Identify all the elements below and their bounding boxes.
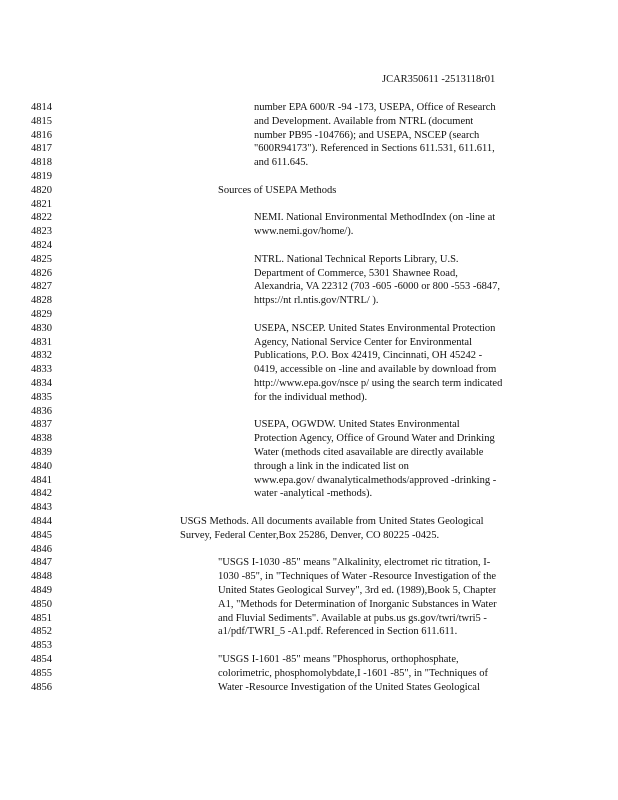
line-number: 4844 — [31, 516, 52, 527]
document-line — [0, 653, 618, 667]
line-number: 4854 — [31, 654, 52, 665]
document-line — [0, 239, 618, 253]
line-number: 4825 — [31, 253, 52, 265]
line-number: 4819 — [31, 171, 52, 182]
line-text: A1, "Methods for Determination of Inorganic Substances in Water — [218, 598, 497, 610]
line-number: 4821 — [31, 198, 52, 210]
line-number: 4838 — [31, 433, 52, 445]
line-text: Department of Commerce, 5301 Shawnee Road, — [254, 267, 458, 279]
document-line — [0, 253, 618, 267]
line-text: NTRL. National Technical Reports Library, U.S. — [254, 253, 459, 265]
line-text: and 611.645. — [254, 157, 309, 169]
line-text: "USGS I-1030 -85" means "Alkalinity, electromet ric titration, I- — [218, 557, 491, 569]
line-text: https://nt rl.ntis.gov/NTRL/ ). — [254, 295, 379, 307]
line-number: 4817 — [31, 143, 52, 155]
line-number: 4833 — [31, 364, 52, 376]
document-line — [0, 598, 618, 612]
document-line — [0, 515, 618, 529]
line-text: Water -Resource Investigation of the United States Geological — [218, 681, 480, 693]
line-number: 4828 — [31, 295, 52, 307]
document-line — [0, 225, 618, 239]
line-text: 0419, accessible on -line and available by download from — [254, 364, 497, 376]
document-line — [0, 418, 618, 432]
line-number: 4829 — [31, 309, 52, 320]
line-number: 4827 — [31, 281, 52, 293]
line-text: water -analytical -methods). — [254, 488, 373, 500]
line-text: colorimetric, phosphomolybdate,I -1601 -85", in "Techniques of — [218, 667, 488, 679]
line-number: 4834 — [31, 378, 52, 389]
line-number: 4814 — [31, 102, 52, 113]
line-number: 4822 — [31, 212, 52, 224]
document-line — [0, 280, 618, 294]
document-line — [0, 681, 618, 695]
document-line — [0, 556, 618, 570]
document-line — [0, 267, 618, 281]
line-number: 4856 — [31, 681, 52, 693]
line-text: number PB95 -104766); and USEPA, NSCEP (search — [254, 129, 480, 141]
line-text: United States Geological Survey", 3rd ed. (1989),Book 5, Chapter — [218, 585, 497, 596]
line-number: 4847 — [31, 557, 52, 569]
line-text: USEPA, OGWDW. United States Environmental — [254, 419, 460, 431]
line-text: USGS Methods. All documents available from United States Geological — [180, 516, 484, 527]
line-number: 4848 — [31, 571, 52, 583]
line-number: 4831 — [31, 336, 52, 348]
document-line — [0, 170, 618, 184]
document-line — [0, 570, 618, 584]
document-line — [0, 336, 618, 350]
line-number: 4843 — [31, 502, 52, 514]
document-line — [0, 156, 618, 170]
line-number: 4846 — [31, 543, 52, 555]
line-number: 4832 — [31, 350, 52, 362]
line-number: 4835 — [31, 391, 52, 403]
document-line — [0, 294, 618, 308]
line-text: for the individual method). — [254, 391, 368, 403]
line-text: and Fluvial Sediments". Available at pubs.us gs.gov/twri/twri5 - — [218, 612, 487, 624]
document-line — [0, 639, 618, 653]
line-number: 4818 — [31, 157, 52, 169]
document-line — [0, 322, 618, 336]
document-line — [0, 501, 618, 515]
line-number: 4852 — [31, 626, 52, 638]
line-text: and Development. Available from NTRL (document — [254, 115, 474, 127]
document-line — [0, 446, 618, 460]
line-number: 4837 — [31, 419, 52, 431]
line-number: 4815 — [31, 115, 52, 127]
line-number: 4849 — [31, 585, 52, 596]
line-text: www.nemi.gov/home/). — [254, 226, 354, 238]
line-number: 4840 — [31, 460, 52, 472]
document-line — [0, 405, 618, 419]
line-number: 4855 — [31, 667, 52, 679]
document-id: JCAR350611 -2513118r01 — [382, 74, 496, 85]
line-text: Agency, National Service Center for Environmental — [254, 336, 472, 348]
line-number: 4842 — [31, 488, 52, 500]
document-line — [0, 612, 618, 626]
line-number: 4824 — [31, 240, 52, 251]
line-text: Protection Agency, Office of Ground Water and Drinking — [254, 433, 495, 445]
document-line — [0, 129, 618, 143]
line-text: "USGS I-1601 -85" means "Phosphorus, orthophosphate, — [218, 654, 459, 665]
document-line — [0, 198, 618, 212]
document-line — [0, 432, 618, 446]
document-line — [0, 584, 618, 598]
line-number: 4841 — [31, 474, 52, 486]
line-number: 4853 — [31, 640, 52, 652]
document-line — [0, 101, 618, 115]
document-line — [0, 142, 618, 156]
line-number: 4839 — [31, 447, 52, 458]
line-number: 4845 — [31, 529, 52, 541]
document-line — [0, 184, 618, 198]
line-text: NEMI. National Environmental MethodIndex (on -line at — [254, 212, 496, 224]
line-number: 4836 — [31, 405, 52, 417]
line-text: "600R94173"). Referenced in Sections 611.531, 611.611, — [254, 143, 495, 155]
document-line — [0, 115, 618, 129]
document-line — [0, 487, 618, 501]
line-text: http://www.epa.gov/nsce p/ using the search term indicated — [254, 378, 503, 389]
line-number: 4851 — [31, 612, 52, 624]
line-number: 4826 — [31, 267, 52, 279]
line-text: Alexandria, VA 22312 (703 -605 -6000 or 800 -553 -6847, — [254, 281, 501, 293]
line-text: Sources of USEPA Methods — [218, 184, 337, 196]
document-line — [0, 211, 618, 225]
line-number: 4820 — [31, 184, 52, 196]
line-text: www.epa.gov/ dwanalyticalmethods/approved -drinking - — [254, 474, 497, 486]
document-line — [0, 543, 618, 557]
document-line — [0, 308, 618, 322]
document-line — [0, 391, 618, 405]
line-text: 1030 -85", in "Techniques of Water -Resource Investigation of the — [218, 571, 496, 583]
line-text: number EPA 600/R -94 -173, USEPA, Office of Research — [254, 102, 496, 113]
line-number: 4823 — [31, 226, 52, 238]
line-number: 4830 — [31, 322, 52, 334]
document-line — [0, 667, 618, 681]
document-line — [0, 625, 618, 639]
line-text: Survey, Federal Center,Box 25286, Denver, CO 80225 -0425. — [180, 529, 440, 541]
document-line — [0, 460, 618, 474]
line-number: 4816 — [31, 129, 52, 141]
line-text: Water (methods cited asavailable are directly available — [254, 447, 484, 458]
document-line — [0, 363, 618, 377]
document-line — [0, 377, 618, 391]
line-text: Publications, P.O. Box 42419, Cincinnati, OH 45242 - — [254, 350, 483, 362]
line-text: a1/pdf/TWRI_5 -A1.pdf. Referenced in Section 611.611. — [218, 626, 458, 638]
document-line — [0, 349, 618, 363]
line-number: 4850 — [31, 598, 52, 610]
document-line — [0, 529, 618, 543]
line-text: through a link in the indicated list on — [254, 460, 409, 472]
document-line — [0, 474, 618, 488]
line-text: USEPA, NSCEP. United States Environmental Protection — [254, 322, 496, 334]
